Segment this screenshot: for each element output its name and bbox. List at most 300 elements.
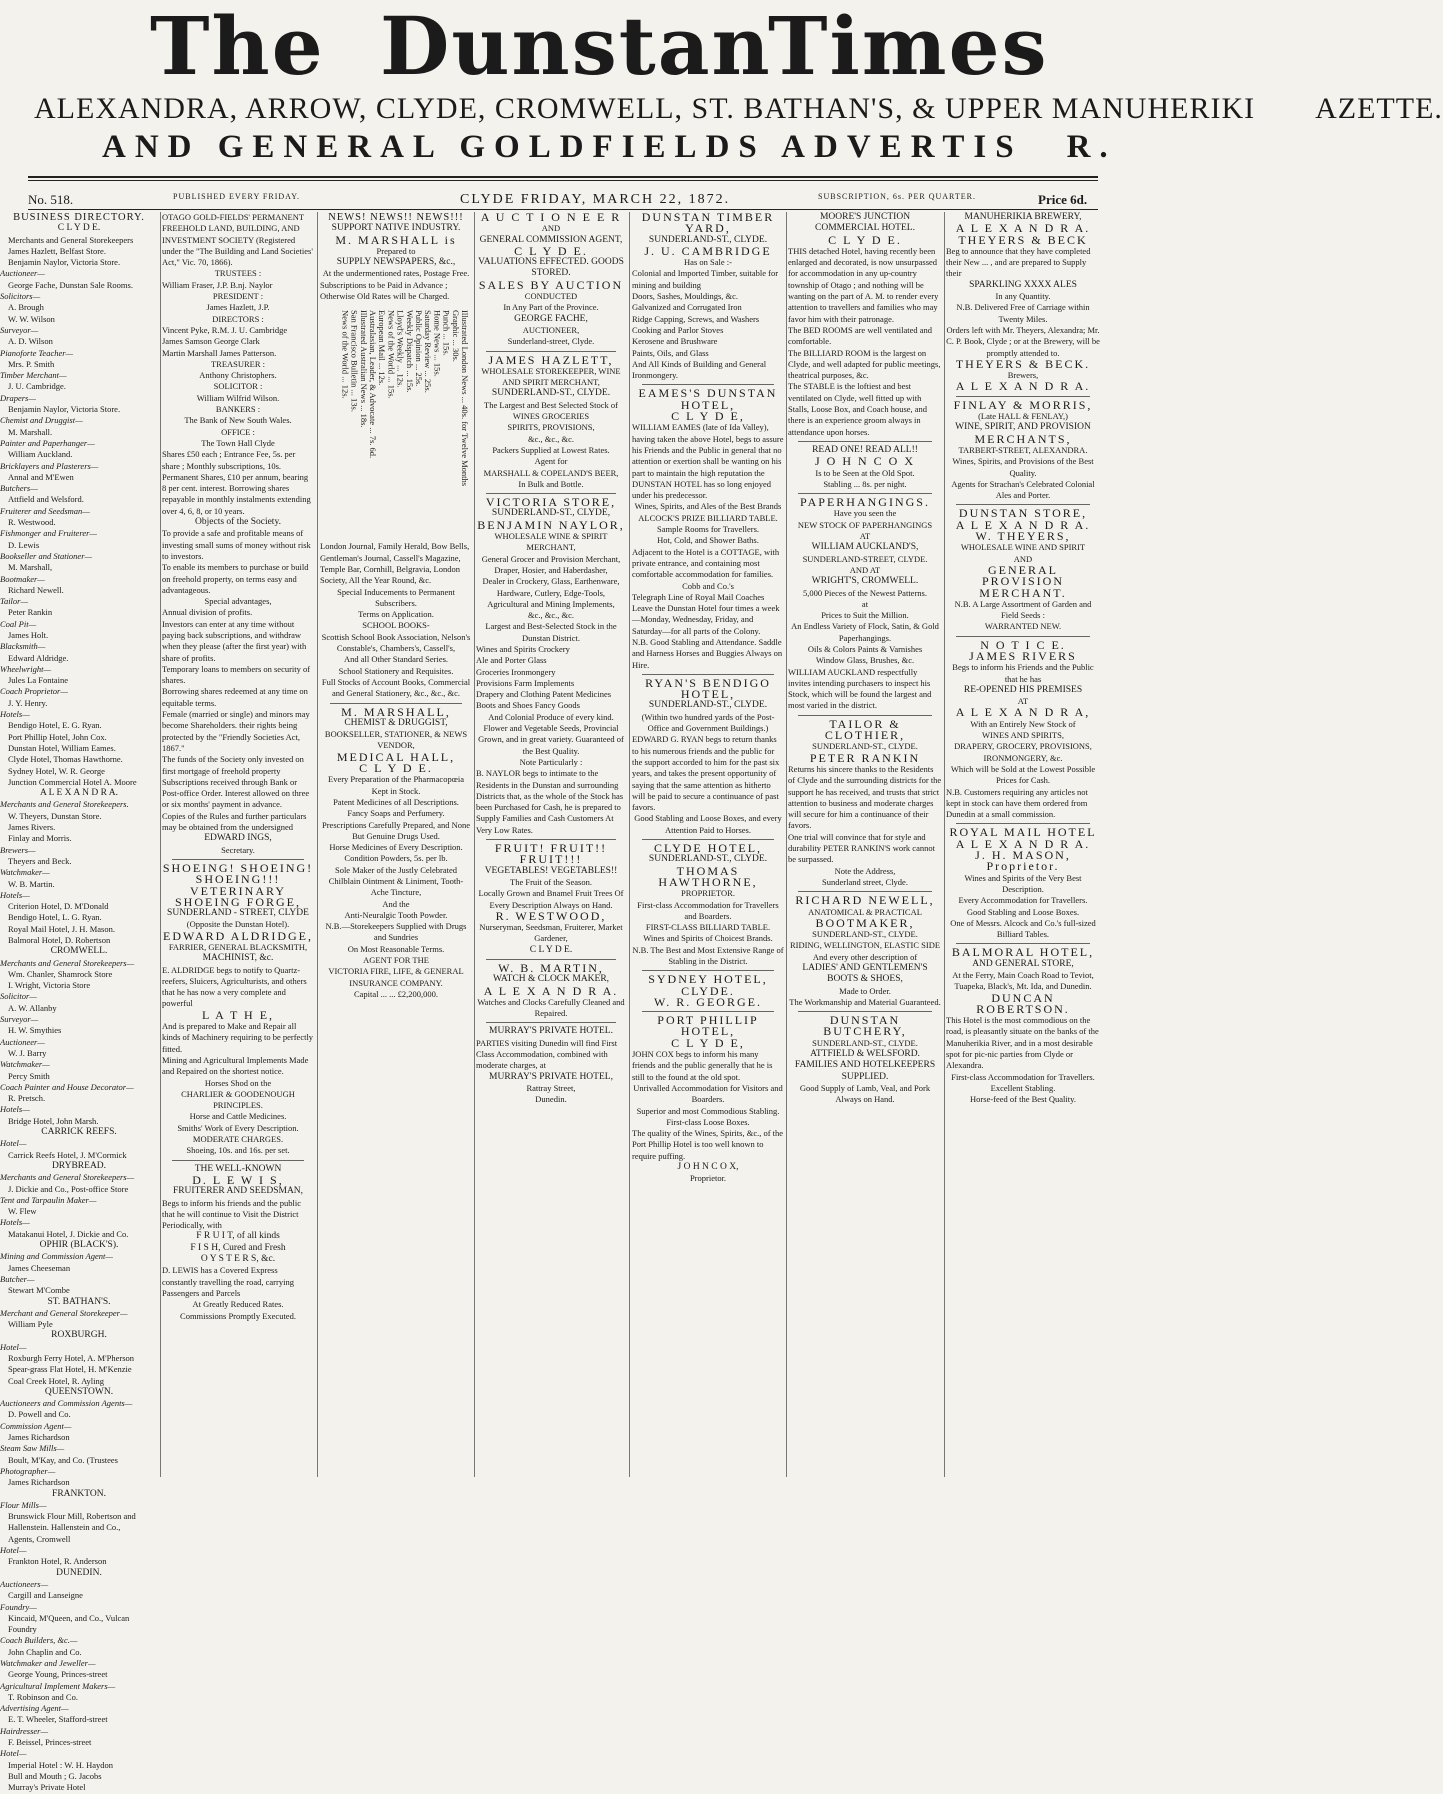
bootmaker-line: RICHARD NEWELL, [795,893,935,908]
chemist-line: Anti-Neuralgic Tooth Powder. [344,909,448,920]
directory-entry: E. T. Wheeler, Stafford-street [8,1714,108,1725]
royal-mail-line: One of Messrs. Alcock and Co.'s full-sized Billiard Tables. [950,917,1096,940]
issue-price: Price 6d. [1038,192,1088,207]
rate-entry: Australasian, Leader, & Advocate ... 7s. 6d. [368,310,378,459]
balmoral-line: This Hotel is the most commodious on the road, is pleasantly situate on the banks of the Manuherikia River, and in a most desirable spot for pic-nic parties from Clyde or Alexandra. [946,1015,1099,1071]
directory-entry: Murray's Private Hotel [8,1782,86,1793]
directory-entry: Hairdresser— [0,1725,49,1736]
magazines-line: London Journal, Family Herald, Bow Bells, Gentleman's Journal, Cassell's Magazine, Temple Bar, Cornhill, Belgravia, London Society, All the Year Round, &c. [320,541,470,586]
building-society-line: To provide a safe and profitable means of investing small sums of money without risk to investors. [162,528,311,561]
building-society-line: Secretary. [221,844,255,855]
newspaper-supply-line: At the undermentioned rates, Postage Free. [322,268,470,279]
paperhangings-line: AND AT [849,564,881,575]
column-7 [946,212,1100,1477]
hazlett-line: SPIRITS, PROVISIONS, [507,422,595,433]
timber-yard-line: J. U. CAMBRIDGE [644,243,772,258]
building-society-line: William Wilfrid Wilson. [196,392,280,403]
directory-entry: Butchers— [0,483,38,494]
directory-entry: Boult, M'Kay, and Co. (Trustees [8,1454,118,1465]
junction-hotel-line: MOORE'S JUNCTION COMMERCIAL HOTEL. [815,212,915,234]
john-cox-line: J O H N C O X [814,454,915,469]
finlay-morris-line: TARBERT-STREET, ALEXANDRA. [958,444,1088,455]
butchery-ad [788,1015,942,1105]
dunstan-store-line: WHOLESALE WINE AND SPIRIT [960,542,1086,553]
dunstan-hotel-line: ALCOCK'S PRIZE BILLIARD TABLE. [638,512,778,523]
building-society-line: OTAGO GOLD-FIELDS' PERMANENT FREEHOLD LAND, BUILDING, AND INVESTMENT SOCIETY (Registered under the "The Building and Land Societies' Act," Vic. 70, 1866). [162,212,313,268]
magazines-line: School Stationery and Requisites. [338,665,454,676]
hazlett-store-ad [476,352,626,491]
rivers-notice-line: AT [1017,696,1029,707]
lewis-line: O Y S T E R S, &c. [200,1254,276,1265]
building-society-line: Martin Marshall James Patterson. [162,347,277,358]
subscription-rate: SUBSCRIPTION, 6s. PER QUARTER. [818,192,976,201]
blacksmith-line: SHOEING!!! [195,872,281,887]
rate-entry: European Mail ... 12s. [377,310,388,386]
chemist-line: Every Preparation of the Pharmacopœia Kept in Stock. [328,774,464,796]
victoria-store-line: Ale and Porter Glass [476,655,547,666]
directory-entry: Bookseller and Stationer— [0,550,93,561]
directory-entry: Hotels— [0,709,30,720]
bendigo-hotel-line: EDWARD G. RYAN begs to return thanks to his numerous friends and the public for the support accorded to him for the past six years, and takes the present opportunity of saying that the same attention as hitherto will be paid to secure a continuance of past favors. [632,734,780,813]
brewery-line: THEYERS & BECK. [955,356,1091,371]
directory-entry: W. B. Martin. [8,878,55,889]
westwood-line: R. WESTWOOD, [495,908,607,923]
directory-town-heading: FRANKTON. [52,1488,106,1499]
directory-entry: Coach Painter and House Decorator— [0,1081,134,1092]
directory-entry: Hotel— [0,1341,27,1352]
timber-yard-line: Cooking and Parlor Stoves [632,324,724,335]
lewis-line: F I S H, Cured and Fresh [190,1242,286,1253]
dunstan-store-line: MERCHANT. [979,585,1067,600]
directory-entry: Tent and Tarpaulin Maker— [0,1194,97,1205]
directory-entry: Mining and Commission Agent— [0,1251,113,1262]
butchery-line: ATTFIELD & WELSFORD. [810,1049,920,1060]
brewery-ad [946,212,1100,393]
dunstan-store-line: A L E X A N D R A. [955,517,1091,532]
directory-entry: W. Flew [8,1206,37,1217]
blacksmith-line: VETERINARY SHOEING FORGE, [174,883,301,909]
building-society-line: Female (married or single) and minors may become Shareholders. their rights being protected by the "Friendly Societies Act, 1867." [162,709,310,753]
rate-entry: Lloyd's Weekly ... 12s. [395,310,406,388]
directory-entry: J. Dickie and Co., Post-office Store [8,1183,129,1194]
directory-town-heading: OPHIR (BLACK'S). [39,1240,119,1251]
auctioneer-line: AND [541,223,561,234]
finlay-morris-line: Agents for Strachan's Celebrated Colonial Ales and Porter. [951,478,1095,501]
timber-yard-line: And All Kinds of Building and General Ironmongery. [632,358,767,381]
blacksmith-line: E. ALDRIDGE begs to notify to Quartz-reefers, Sluicers, Agriculturists, and others that he has now a very complete and powerful [162,964,307,1009]
directory-town-heading: QUEENSTOWN. [44,1386,114,1397]
directory-entry: Royal Mail Hotel, J. H. Mason. [8,923,115,934]
timber-yard-line: Galvanized and Corrugated Iron [632,302,742,313]
port-phillip-line: The quality of the Wines, Spirits, &c., of the Port Phillip Hotel is too well known to require puffing. [632,1128,784,1161]
victoria-store-line: SUNDERLAND-ST., CLYDE, [491,508,611,519]
directory-entry: Benjamin Naylor, Victoria Store. [8,257,121,268]
nameplate [0,0,1114,93]
clyde-hotel-line: Wines and Spirits of Choicest Brands. [643,933,773,944]
directory-entry: Flour Mills— [0,1499,47,1510]
building-society-line: Borrowing shares redeemed at any time on equitable terms. [162,686,308,708]
directory-entry: Wheelwright— [0,663,51,674]
dunstan-hotel-line: Telegraph Line of Royal Mail Coaches Leave the Dunstan Hotel four times a week—Monday, Wednesday, Friday, and Saturday—for all parts of the Colony. [632,591,780,636]
building-society-line: Copies of the Rules and further particulars may be obtained from the undersigned [162,810,307,833]
blacksmith-line: FARRIER, GENERAL BLACKSMITH, [168,942,308,952]
auctioneer-line: CONDUCTED [524,291,578,302]
building-society-line: The Bank of New South Wales. [184,415,292,426]
issue-number: No. 518. [28,192,74,207]
timber-yard-line: Kerosene and Brushware [632,336,718,347]
john-cox-line: Is to be Seen at the Old Spot. [815,467,915,478]
directory-entry: Advertising Agent— [0,1703,69,1714]
bendigo-hotel-line: Good Stabling and Loose Boxes, and every Attention Paid to Horses. [634,813,782,835]
paperhangings-line: WILLIAM AUCKLAND respectfully invites intending purchasers to inspect his Stock, which will be found the largest and most varied in the district. [788,666,932,711]
chemist-line: Fancy Soaps and Perfumery. [347,808,445,819]
directory-entry: Fishmonger and Fruiterer— [0,528,97,539]
finlay-morris-line: (Late HALL & FENLAY,) [978,411,1068,422]
paperhangings-line: Window Glass, Brushes, &c. [815,655,915,666]
directory-entry: Brewers— [0,844,36,855]
magazines-ad [320,541,472,699]
balmoral-line: Horse-feed of the Best Quality. [970,1094,1076,1105]
tailor-ad [788,716,942,888]
paperhangings-line: Prices to Suit the Million. [821,610,909,621]
bootmaker-line: Made to Order. [839,985,891,996]
directory-entry: Merchants and General Storekeepers [8,234,134,245]
dunstan-hotel-line: Wines, Spirits, and Ales of the Best Brands [634,501,782,512]
dunstan-hotel-ad [632,388,784,670]
rivers-notice-line: WINES AND SPIRITS, [982,730,1064,741]
blacksmith-line: (Opposite the Dunstan Hotel). [186,919,290,930]
paperhangings-line: WILLIAM AUCKLAND'S, [811,542,919,553]
directory-entry: Fruiterer and Seedsman— [0,505,90,516]
rivers-notice-line: A L E X A N D R A, [955,705,1091,720]
directory-entry: James Richardson [8,1432,70,1443]
chemist-line: Patent Medicines of all Descriptions. [333,796,459,807]
blacksmith-ad [162,860,314,1157]
nameplate-word-1: The [150,0,325,93]
directory-entry: D. Lewis [8,539,40,550]
martin-line: W. B. MARTIN, [498,961,604,975]
rates-rotated-text [320,306,470,536]
lewis-line: THE WELL-KNOWN [194,1163,282,1174]
directory-entry: Pianoforte Teacher— [0,347,74,358]
chemist-line: MEDICAL HALL, [336,749,456,764]
blacksmith-line: Horses Shod on the [204,1077,272,1088]
directory-entry: M. Marshall. [8,426,53,437]
directory-entry: Coach Proprietor— [0,686,68,697]
balmoral-line: DUNCAN ROBERTSON. [976,990,1070,1016]
junction-hotel-line: The BED ROOMS are well ventilated and comfortable. [788,324,932,347]
lewis-line: At Greatly Reduced Rates. [192,1299,284,1310]
newspaper-supply-line: SUPPLY NEWSPAPERS, &c., [336,257,456,268]
royal-mail-line: A L E X A N D R A. [955,836,1091,851]
port-phillip-line: J O H N C O X, [677,1162,739,1173]
rate-entry: Weekly Dispatch ... 15s. [404,310,415,394]
directory-entry: W. W. Wilson [8,313,55,324]
martin-line: A L E X A N D R A. [483,983,619,998]
victoria-store-line: Boots and Shoes Fancy Goods [476,700,580,711]
building-society-line: PRESIDENT : [212,291,264,302]
directory-entry: James Richardson [8,1477,70,1488]
auctioneer-line: AUCTIONEER, [522,324,580,335]
royal-mail-hotel-ad [946,827,1100,940]
lewis-line: D. L E W I S, [192,1172,284,1187]
chemist-line: Prescriptions Carefully Prepared, and None But Genuine Drugs Used. [322,819,470,841]
column-3 [320,212,472,1477]
brewery-line: Orders left with Mr. Theyers, Alexandra; Mr. C. P. Book, Clyde ; or at the Brewery, will be promptly attended to. [946,324,1100,358]
subtitle-gazette: AZETTE. [1315,92,1443,125]
timber-yard-ad [632,212,784,381]
directory-entry: Wm. Chanler, Shamrock Store [8,968,113,979]
rivers-notice-line: JAMES RIVERS [969,648,1077,663]
victoria-store-line: Flower and Vegetable Seeds, Provincial Grown, and in great variety. Guaranteed of the Best Quality. [478,723,624,756]
directory-entry: Benjamin Naylor, Victoria Store. [8,404,121,415]
directory-entry: Bootmaker— [0,573,45,584]
brewery-line: THEYERS & BECK [958,232,1088,247]
auctioneer-line: SALES BY AUCTION [478,277,624,292]
clyde-hotel-ad [632,843,784,967]
clyde-hotel-line: N.B. The Best and Most Extensive Range of Stabling in the District. [632,944,784,966]
subtitle-advertiser-end: R. [1066,129,1117,165]
john-cox-ad [788,445,942,490]
directory-entry: Steam Saw Mills— [0,1443,65,1454]
directory-entry: Auctioneer— [0,268,45,279]
chemist-line: Sole Maker of the Justly Celebrated Chilblain Ointment & Liniment, Tooth-Ache Tincture, [328,864,464,898]
port-phillip-line: Unrivalled Accommodation for Visitors and Boarders. [633,1082,783,1105]
port-phillip-line: JOHN COX begs to inform his many friends and the public generally that he is still to the found at the old spot. [632,1049,773,1082]
brewery-line: N.B. Delivered Free of Carriage within Twenty Miles. [956,302,1090,324]
westwood-line: Locally Grown and Bnamel Fruit Trees Of Every Description Always on Hand. [478,888,624,910]
directory-entry: Bendigo Hotel, L. G. Ryan. [8,912,102,923]
clyde-hotel-line: CLYDE HOTEL, [653,841,763,856]
murray-line: MURRAY'S PRIVATE HOTEL, [489,1071,613,1082]
brewery-line: A L E X A N D R A. [955,221,1091,236]
directory-town-heading: ST. BATHAN'S. [47,1296,111,1307]
blacksmith-line: CHARLIER & GOODENOUGH PRINCIPLES. [181,1088,295,1111]
dateline [28,190,1098,210]
hazlett-line: SUNDERLAND-ST., CLYDE. [491,388,611,399]
building-society-line: Anthony Christophers. [199,370,277,381]
timber-yard-line: Colonial and Imported Timber, suitable for mining and building [632,268,779,290]
westwood-line: Nurseryman, Seedsman, Fruiterer, Market Gardener, [479,922,623,944]
directory-entry: H. W. Smythies [8,1025,62,1036]
tailor-line: Sunderland street, Clyde. [822,876,908,887]
directory-list [0,223,158,1793]
directory-entry: Merchants and General Storekeepers— [0,957,135,968]
directory-entry: Frankton Hotel, R. Anderson [8,1556,107,1567]
directory-entry: Bull and Mouth ; G. Jacobs [8,1770,102,1781]
directory-entry: Merchants and General Storekeepers— [0,1172,135,1183]
directory-entry: Criterion Hotel, D. M'Donald [8,901,109,912]
column-4 [476,212,626,1477]
auctioneer-line: C L Y D E. [514,243,588,258]
chemist-line: Capital ... ... £2,200,000. [353,988,439,999]
directory-entry: Painter and Paperhanger— [0,437,95,448]
hazlett-line: In Bulk and Bottle. [518,478,584,489]
bootmaker-ad [788,895,942,1008]
directory-entry: I. Wright, Victoria Store [8,980,91,991]
directory-entry: Foundry [8,1624,37,1635]
blacksmith-line: And is prepared to Make and Repair all kinds of Machinery requiring to be perfectly fitted. [162,1021,314,1054]
tailor-line: One trial will convince that for style and durability PETER RANKIN'S work cannot be surpassed. [788,831,935,865]
chemist-line: Horse Medicines of Every Description. [329,842,463,853]
rivers-notice-line: N O T I C E. [980,637,1066,652]
tailor-line: SUNDERLAND-ST., CLYDE. [812,741,918,752]
brewery-line: SPARKLING XXXX ALES [969,279,1077,290]
dunstan-store-line: N.B. A Large Assortment of Garden and Field Seeds : [954,598,1092,621]
dunstan-store-line: WARRANTED NEW. [984,621,1062,632]
rivers-notice-line: DRAPERY, GROCERY, PROVISIONS, [954,741,1092,752]
rivers-notice-line: N.B. Customers requiring any articles not kept in stock can have them ordered from Dunedin at a small commission. [946,786,1088,820]
directory-entry: Merchant and General Storekeeper— [0,1307,128,1318]
royal-mail-line: Every Accommodation for Travellers. [958,895,1088,906]
dunstan-hotel-line: WILLIAM EAMES (late of Ida Valley), having taken the above Hotel, begs to assure his Friends and the Public in general that no attention or exertion shall be wanting on his part to maintain the high reputation the DUNSTAN HOTEL has so long enjoyed under his predecessor. [632,422,784,501]
directory-entry: R. Westwood. [8,517,56,528]
directory-entry: Hotels— [0,1217,30,1228]
sydney-hotel-line: SYDNEY HOTEL, [648,972,768,987]
rate-entry: Saturday Review ... 25s. [423,310,434,394]
directory-entry: W. J. Barry [8,1047,47,1058]
directory-entry: Richard Newell. [8,584,64,595]
column-5 [632,212,784,1477]
directory-entry: Hotel— [0,1545,27,1556]
dunstan-hotel-line: EAMES'S DUNSTAN HOTEL, [638,386,778,412]
subtitle-towns: ALEXANDRA, ARROW, CLYDE, CROMWELL, ST. BATHAN'S, & UPPER MANUHERIKI [34,92,1256,125]
directory-entry: A. W. Allanby [8,1002,57,1013]
auctioneer-ad [476,212,626,348]
directory-entry: Timber Merchant— [0,370,67,381]
martin-watchmaker-ad [476,963,626,1019]
directory-entry: Coal Creek Hotel, R. Ayling [8,1375,105,1386]
directory-entry: James Hazlett, Belfast Store. [8,245,106,256]
murray-line: Dunedin. [535,1094,567,1105]
hazlett-line: Packers Supplied at Lowest Rates. [492,444,610,455]
bootmaker-line: BOOTMAKER, [815,915,915,930]
magazines-line: Scottish School Book Association, Nelson's Constable's, Chambers's, Cassell's, [321,631,471,654]
building-society-line: OFFICE : [221,426,255,437]
timber-yard-line: DUNSTAN TIMBER YARD, [641,210,775,236]
directory-entry: A. Brough [8,302,44,313]
junction-hotel-line: The BILLIARD ROOM is the largest on Clyde, and well adapted for public meetings, theatrical purposes, &c. [788,347,941,381]
hazlett-line: WINES GROCERIES [512,411,590,422]
sydney-hotel-ad [632,974,784,1008]
butchery-line: DUNSTAN BUTCHERY, [823,1013,907,1039]
directory-entry: Hotel— [0,1138,27,1149]
hazlett-line: JAMES HAZLETT, [488,352,614,367]
victoria-store-line: Largest and Best-Selected Stock in the Dunstan District. [485,621,617,643]
column-2 [162,212,314,1477]
directory-town-heading: C L Y D E. [57,223,101,234]
directory-entry: Clyde Hotel, Thomas Hawthorne. [8,754,123,765]
directory-entry: J. Y. Henry. [8,697,48,708]
tailor-line: TAILOR & CLOTHIER, [824,716,906,743]
lewis-line: F R U I T, of all kinds [196,1231,280,1242]
blacksmith-line: Mining and Agricultural Implements Made and Repaired on the shortest notice. [162,1054,309,1077]
paperhangings-line: AT [859,531,871,542]
building-society-line: Vincent Pyke, R.M. J. U. Cambridge [162,324,288,335]
victoria-store-line: WHOLESALE WINE & SPIRIT MERCHANT, [494,531,608,553]
chemist-line: On Most Reasonable Terms. [347,943,445,954]
directory-entry: Solicitors— [0,291,41,302]
paperhangings-line: An Endless Variety of Flock, Satin, & Gold Paperhangings. [791,621,939,643]
directory-entry: James Cheeseman [8,1262,71,1273]
rate-entry: Punch ... 15s. [441,310,452,357]
blacksmith-line: Smiths' Work of Every Description. [177,1122,299,1133]
directory-entry: Roxburgh Ferry Hotel, A. M'Pherson [8,1352,135,1363]
tailor-line: Returns his sincere thanks to the Residents of Clyde and the surrounding districts for the support he has received, and trusts that strict attention to business and moderate charges will secure for him a continuance of their favors. [788,763,942,831]
timber-yard-line: SUNDERLAND-ST., CLYDE. [648,234,768,245]
clyde-hotel-line: THOMAS HAWTHORNE, [658,863,758,889]
balmoral-hotel-ad [946,947,1100,1105]
victoria-store-ad [476,497,626,836]
finlay-morris-line: MERCHANTS, [974,431,1072,446]
magazines-line: Full Stocks of Account Books, Commercial and General Stationery, &c., &c., &c. [321,676,471,699]
directory-entry: Matakanui Hotel, J. Dickie and Co. [8,1228,129,1239]
finlay-morris-ad [946,397,1100,502]
directory-entry: Foundry— [0,1601,37,1612]
directory-entry: Carrick Reefs Hotel, J. M'Cormick [8,1149,127,1160]
royal-mail-line: J. H. MASON, Proprietor. [975,848,1071,874]
building-society-line: The funds of the Society only invested on first mortgage of freehold property [162,754,304,776]
timber-yard-line: Doors, Sashes, Mouldings, &c. [632,291,739,302]
directory-entry: George Fache, Dunstan Sale Rooms. [8,279,133,290]
victoria-store-line: B. NAYLOR begs to intimate to the Residents in the Dunstan and surrounding Districts that, as the whole of the Stock has been Purchased for Cash, he is prepared to Supply Families and Cash Customers At Very Low Rates. [476,768,624,835]
directory-entry: Blacksmith— [0,641,46,652]
building-society-ad [162,212,314,856]
murray-line: PARTIES visiting Dunedin will find First Class Accommodation, combined with moderate charges, at [476,1037,618,1071]
finlay-morris-line: Wines, Spirits, and Provisions of the Best Quality. [952,456,1094,478]
dunstan-hotel-line: Sample Rooms for Travellers. [657,524,759,535]
blacksmith-line: MACHINIST, &c. [202,953,274,964]
blacksmith-line: EDWARD ALDRIDGE, [163,928,313,943]
timber-yard-line: Has on Sale :- [684,257,732,268]
dunstan-hotel-line: Adjacent to the Hotel is a COTTAGE, with private entrance, and containing most comfortable accommodation for families. [632,546,780,580]
hazlett-line: MARSHALL & COPELAND'S BEER, [483,467,619,478]
clyde-hotel-line: PROPRIETOR. [681,888,735,899]
directory-entry: Tailor— [0,596,29,607]
balmoral-line: AND GENERAL STORE, [972,958,1074,969]
westwood-fruit-ad [476,843,626,956]
port-phillip-line: Proprietor. [689,1173,727,1184]
directory-entry: Hotels— [0,1104,30,1115]
nameplate-word-3: Times [768,0,1049,93]
hazlett-line: Agent for [534,456,568,467]
bootmaker-line: The Workmanship and Material Guaranteed. [789,996,941,1007]
blacksmith-line: SHOEING! SHOEING! [162,860,314,875]
paperhangings-line: Have you seen the [833,508,897,519]
rivers-notice-line: Which will be Sold at the Lowest Possible Prices for Cash. [950,763,1096,786]
dunstan-store-line: W. THEYERS, [975,529,1071,544]
brewery-line: Beg to announce that they have completed their New ... , and are prepared to Supply their [946,245,1091,279]
paperhangings-line: 5,000 Pieces of the Newest Patterns. [803,587,927,598]
directory-entry: Edward Aldridge. [8,652,69,663]
balmoral-line: First-class Accommodation for Travellers. Excellent Stabling. [951,1071,1095,1093]
bootmaker-line: RIDING, WELLINGTON, ELASTIC SIDE [789,940,941,951]
directory-entry: Bricklayers and Plasterers— [0,460,99,471]
directory-entry: Junction Commercial Hotel A. Moore [8,776,137,787]
chemist-line: Condition Powders, 5s. per lb. [344,853,448,864]
rivers-notice-line: RE-OPENED HIS PREMISES [963,684,1083,695]
port-phillip-hotel-ad [632,1015,784,1184]
directory-entry: Annal and M'Ewen [8,471,74,482]
directory-entry: M. Marshall, [8,562,53,573]
directory-town-heading: ROXBURGH. [51,1330,107,1341]
directory-entry: Butcher— [0,1273,35,1284]
directory-entry: Watchmaker— [0,1059,50,1070]
magazines-line: Special Inducements to Permanent Subscribers. [337,586,455,608]
auctioneer-line: VALUATIONS EFFECTED. GOODS STORED. [478,257,624,279]
directory-entry: Attfield and Welsford. [8,494,84,505]
rivers-notice-line: IRONMONGERY, &c. [983,752,1063,763]
